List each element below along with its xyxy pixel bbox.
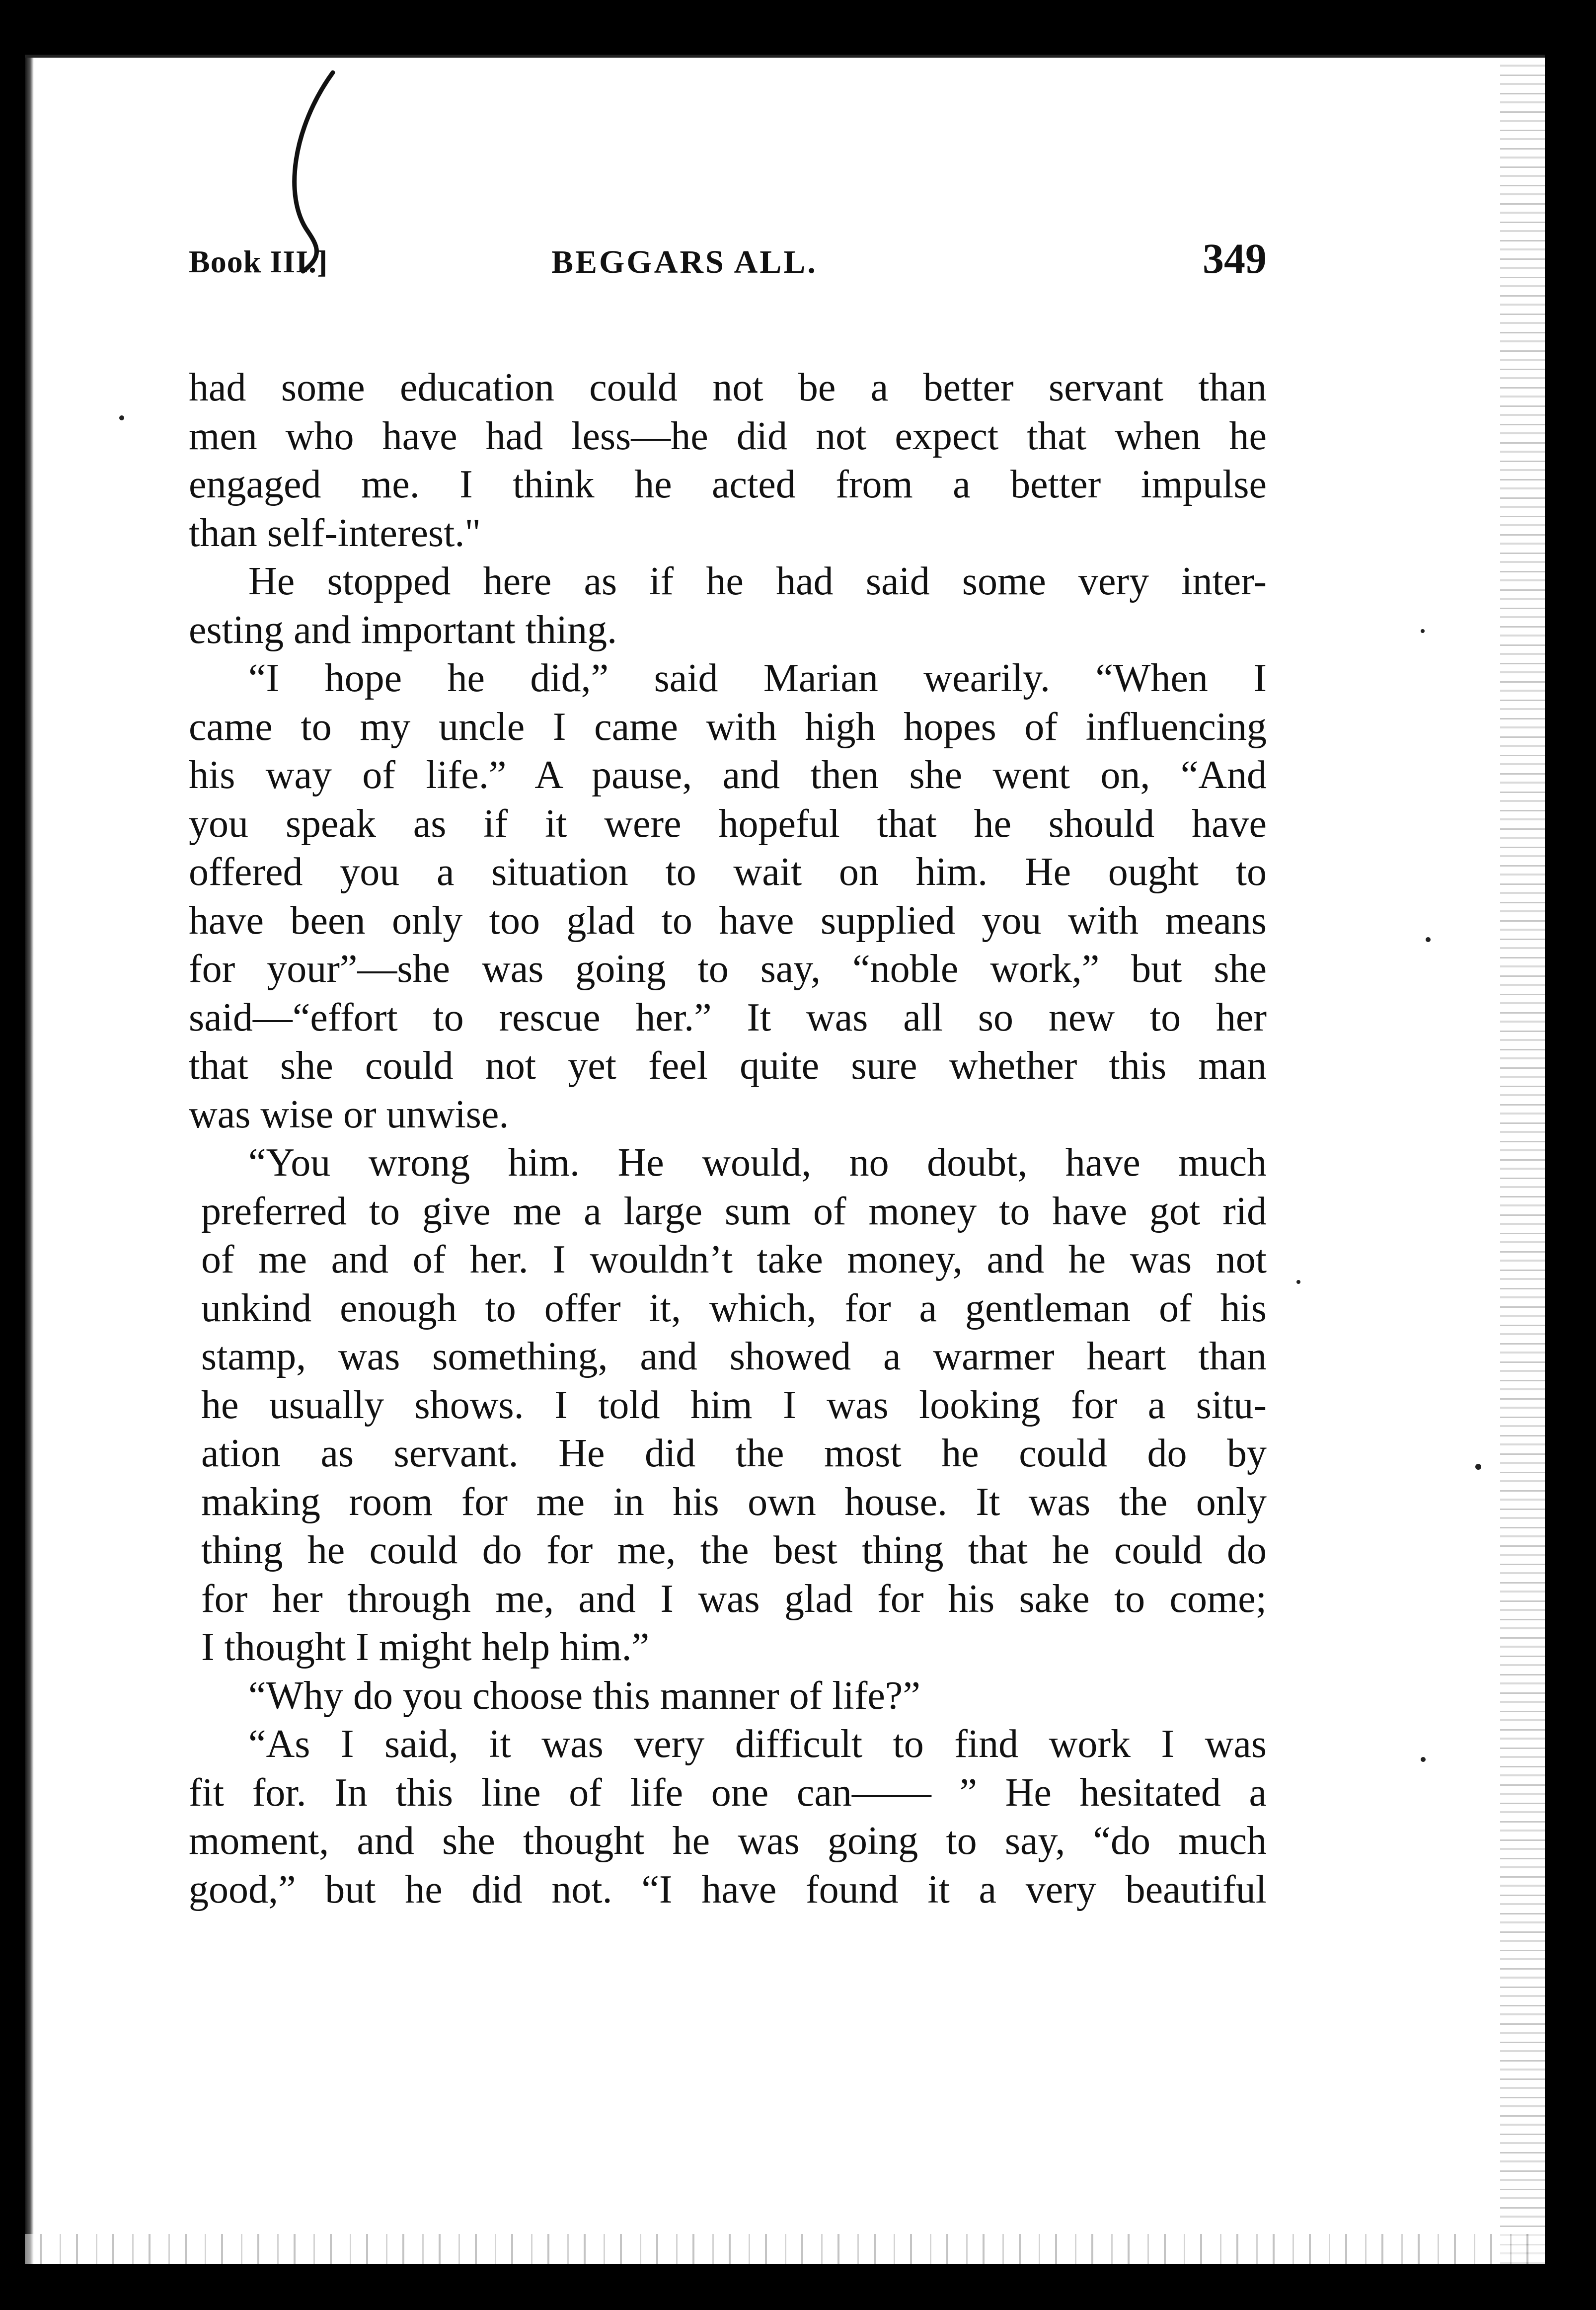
text-line: was wise or unwise. (189, 1092, 509, 1136)
text-line: than self-interest." (189, 511, 481, 555)
text-line: of me and of her. I wouldn’t take money, and he was not (201, 1238, 1267, 1281)
text-line: engaged me. I think he acted from a better impulse (189, 463, 1267, 506)
text-line: came to my uncle I came with high hopes of influencing (189, 705, 1267, 749)
speck (1421, 629, 1425, 633)
text-line: “As I said, it was very difficult to find work I was (248, 1722, 1267, 1766)
text-line: stamp, was something, and showed a warmer heart than (201, 1335, 1267, 1378)
text-line: moment, and she thought he was going to say, “do much (189, 1819, 1267, 1863)
text-line: ation as servant. He did the most he could do by (201, 1432, 1267, 1475)
text-line: for your”—she was going to say, “noble work,” but she (189, 947, 1267, 991)
text-line: I thought I might help him.” (201, 1625, 650, 1669)
running-header (189, 224, 1267, 282)
text-line: that she could not yet feel quite sure whether this man (189, 1044, 1267, 1088)
page-bottom-edge (25, 2234, 1545, 2264)
text-line: thing he could do for me, the best thing that he could do (201, 1528, 1267, 1572)
speck (1475, 1464, 1481, 1470)
speck (119, 415, 124, 420)
running-head-book: Book III.] (189, 244, 328, 279)
page-binding-edge (25, 58, 34, 2264)
text-line: “Why do you choose this manner of life?” (248, 1673, 920, 1718)
body-text (189, 364, 1267, 1914)
text-line: you speak as if it were hopeful that he should have (189, 801, 1267, 846)
text-line: have been only too glad to have supplied you with means (189, 898, 1267, 943)
text-line: “I hope he did,” said Marian wearily. “When I (248, 656, 1267, 700)
page-number: 349 (1203, 235, 1267, 282)
text-line: He stopped here as if he had said some very inter- (248, 559, 1267, 603)
speck (1421, 1757, 1426, 1762)
text-line: men who have had less—he did not expect that when he (189, 414, 1267, 458)
text-line: offered you a situation to wait on him. He ought to (189, 850, 1267, 894)
speck (1296, 1280, 1300, 1284)
page-fore-edge (1500, 58, 1545, 2264)
text-line: esting and important thing. (189, 608, 617, 652)
text-line: making room for me in his own house. It was the only (201, 1480, 1267, 1524)
text-line: “You wrong him. He would, no doubt, have much (248, 1141, 1267, 1185)
text-line: good,” but he did not. “I have found it a very beautiful (189, 1867, 1267, 1912)
text-line: he usually shows. I told him I was looking for a situ- (201, 1383, 1267, 1427)
text-line: said—“effort to rescue her.” It was all so new to her (189, 995, 1267, 1039)
text-line: for her through me, and I was glad for his sake to come; (201, 1577, 1267, 1621)
text-line: his way of life.” A pause, and then she went on, “And (189, 753, 1267, 797)
text-line: unkind enough to offer it, which, for a gentleman of his (201, 1286, 1267, 1330)
speck (1426, 937, 1431, 942)
running-head-title: BEGGARS ALL. (551, 244, 818, 280)
text-line: had some education could not be a better servant than (189, 366, 1267, 409)
text-line: preferred to give me a large sum of money to have got rid (201, 1189, 1267, 1233)
text-line: fit for. In this line of life one can—— ” He hesitated a (189, 1770, 1267, 1815)
